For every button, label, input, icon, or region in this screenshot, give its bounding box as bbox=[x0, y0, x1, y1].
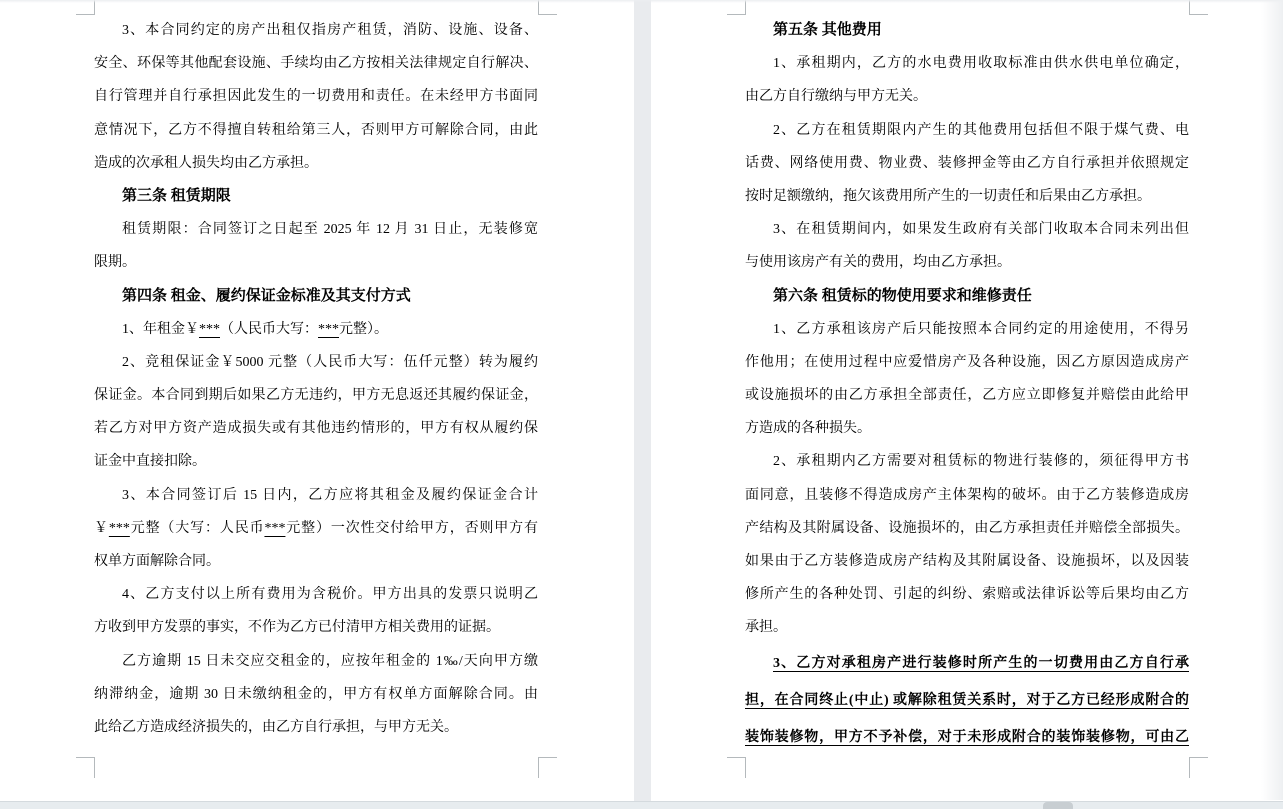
text-segment: 元整）一次性交付给甲方，否则甲方有 bbox=[285, 520, 539, 536]
text-segment: 方造成的各种损失。 bbox=[745, 421, 871, 437]
text-segment: 面同意，且装修不得造成房产主体架构的破坏。由于乙方装修造成房 bbox=[745, 487, 1189, 503]
text-segment: 1、乙方承租该房产后只能按照本合同约定的用途使用，不得另 bbox=[773, 321, 1189, 337]
page-2[interactable] bbox=[651, 0, 1283, 802]
text-line[interactable] bbox=[94, 445, 538, 478]
text-segment: ￥ bbox=[94, 520, 109, 536]
text-line[interactable] bbox=[745, 346, 1189, 379]
text-segment: 2、乙方在租赁期限内产生的其他费用包括但不限于煤气费、电 bbox=[773, 122, 1189, 138]
text-segment: 第六条 租赁标的物使用要求和维修责任 bbox=[773, 287, 1032, 304]
text-segment: 1、承租期内，乙方的水电费用收取标准由供水供电单位确定， bbox=[773, 56, 1189, 72]
text-segment: 方收到甲方发票的事实，不作为乙方已付清甲方相关费用的证据。 bbox=[94, 620, 500, 636]
text-segment: 2、承租期内乙方需要对租赁标的物进行装修的，须征得甲方书 bbox=[773, 454, 1189, 470]
page-2-text-area[interactable] bbox=[745, 14, 1189, 756]
text-line[interactable] bbox=[745, 313, 1189, 346]
text-segment: （人民币大写： bbox=[220, 321, 318, 337]
text-segment: 3、在租赁期间内，如果发生政府有关部门收取本合同未列出但 bbox=[773, 222, 1189, 238]
text-line[interactable] bbox=[94, 147, 538, 180]
text-segment: 4、乙方支付以上所有费用为含税价。甲方出具的发票只说明乙 bbox=[122, 587, 538, 603]
text-segment: 按时足额缴纳，拖欠该费用所产生的一切责任和后果由乙方承担。 bbox=[745, 188, 1151, 204]
text-line[interactable] bbox=[745, 80, 1189, 113]
text-segment: 第四条 租金、履约保证金标准及其支付方式 bbox=[122, 287, 411, 304]
heading-line[interactable] bbox=[94, 180, 538, 213]
text-line[interactable] bbox=[745, 246, 1189, 279]
underlined-placeholder: *** bbox=[199, 321, 220, 337]
text-segment: 自行管理并自行承担因此发生的一切费用和责任。在未经甲方书面同 bbox=[94, 89, 538, 105]
text-line[interactable] bbox=[94, 611, 538, 644]
text-segment: 意情况下，乙方不得擅自转租给第三人，否则甲方可解除合同，由此 bbox=[94, 122, 538, 138]
text-line[interactable] bbox=[745, 379, 1189, 412]
crop-mark-bottom-left bbox=[76, 757, 95, 778]
horizontal-scrollbar[interactable] bbox=[0, 801, 1283, 809]
crop-mark-bottom-right bbox=[538, 757, 557, 778]
text-line[interactable] bbox=[94, 379, 538, 412]
text-line[interactable] bbox=[94, 711, 538, 744]
text-segment: 第五条 其他费用 bbox=[773, 22, 882, 38]
text-segment: 承担。 bbox=[745, 620, 787, 636]
text-segment: 修所产生的各种处罚、引起的纠纷、索赔或法律诉讼等后果均由乙方 bbox=[745, 587, 1189, 603]
text-line[interactable] bbox=[745, 47, 1189, 80]
text-line[interactable] bbox=[745, 445, 1189, 478]
text-line[interactable] bbox=[745, 147, 1189, 180]
text-segment: 担，在合同终止(中止) 或解除租赁关系时，对于乙方已经形成附合的 bbox=[745, 692, 1189, 708]
heading-line[interactable] bbox=[745, 14, 1189, 47]
text-line[interactable] bbox=[94, 645, 538, 678]
text-segment: 2、竞租保证金￥5000 元整（人民币大写：伍仟元整）转为履约 bbox=[122, 354, 538, 370]
top-edge-shade bbox=[0, 0, 1283, 3]
text-line[interactable] bbox=[745, 114, 1189, 147]
text-line[interactable] bbox=[94, 512, 538, 545]
text-line[interactable] bbox=[94, 47, 538, 80]
text-line[interactable] bbox=[745, 213, 1189, 246]
text-segment: 3、乙方对承租房产进行装修时所产生的一切费用由乙方自行承 bbox=[773, 655, 1189, 671]
page-gap bbox=[634, 0, 651, 809]
text-segment: 装饰装修物，甲方不予补偿，对于未形成附合的装饰装修物，可由乙 bbox=[745, 730, 1189, 746]
text-segment: 如果由于乙方装修造成房产结构及其附属设备、设施损坏，以及因装 bbox=[745, 554, 1189, 569]
text-segment: 造成的次承租人损失均由乙方承担。 bbox=[94, 155, 318, 171]
text-segment: 此给乙方造成经济损失的，由乙方自行承担，与甲方无关。 bbox=[94, 719, 458, 735]
text-line[interactable] bbox=[94, 412, 538, 445]
heading-line[interactable] bbox=[745, 280, 1189, 313]
text-segment: 安全、环保等其他配套设施、手续均由乙方按相关法律规定自行解决、 bbox=[94, 56, 538, 72]
text-segment: 纳滞纳金，逾期 30 日未缴纳租金的，甲方有权单方面解除合同。由 bbox=[94, 686, 538, 702]
text-line[interactable] bbox=[94, 114, 538, 147]
underlined-placeholder: *** bbox=[108, 520, 130, 536]
text-segment: 元整）。 bbox=[339, 321, 388, 337]
text-segment: 租赁期限：合同签订之日起至 2025 年 12 月 31 日止，无装修宽 bbox=[122, 222, 538, 238]
page-1-text-area[interactable] bbox=[94, 14, 538, 744]
text-segment: 权单方面解除合同。 bbox=[94, 554, 220, 569]
text-line[interactable] bbox=[94, 80, 538, 113]
text-line[interactable] bbox=[745, 682, 1189, 719]
text-segment: 或设施损坏的由乙方承担全部责任，乙方应立即修复并赔偿由此给甲 bbox=[745, 388, 1189, 404]
text-segment: 产结构及其附属设备、设施损坏的，由乙方承担责任并赔偿全部损失。 bbox=[745, 520, 1189, 536]
crop-mark-bottom-right bbox=[1189, 757, 1208, 778]
text-line[interactable] bbox=[94, 14, 538, 47]
text-line[interactable] bbox=[745, 512, 1189, 545]
text-segment: 乙方逾期 15 日未交应交租金的，应按年租金的 1‰/天向甲方缴 bbox=[122, 653, 538, 669]
text-segment: 若乙方对甲方资产造成损失或有其他违约情形的，甲方有权从履约保 bbox=[94, 421, 538, 437]
text-line[interactable] bbox=[745, 719, 1189, 756]
text-segment: 保证金。本合同到期后如果乙方无违约，甲方无息返还其履约保证金， bbox=[94, 388, 538, 404]
text-line[interactable] bbox=[745, 611, 1189, 644]
text-segment: 3、本合同签订后 15 日内，乙方应将其租金及履约保证金合计 bbox=[122, 487, 538, 503]
text-segment: 证金中直接扣除。 bbox=[94, 454, 206, 470]
text-line[interactable] bbox=[94, 246, 538, 279]
text-line[interactable] bbox=[94, 545, 538, 578]
text-line[interactable] bbox=[94, 578, 538, 611]
text-line[interactable] bbox=[745, 645, 1189, 682]
text-segment: 由乙方自行缴纳与甲方无关。 bbox=[745, 89, 927, 105]
text-segment: 作他用；在使用过程中应爱惜房产及各种设施，因乙方原因造成房产 bbox=[745, 354, 1189, 370]
text-segment: 与使用该房产有关的费用，均由乙方承担。 bbox=[745, 255, 1011, 271]
text-segment: 元整（大写：人民币 bbox=[129, 520, 265, 536]
underlined-placeholder: *** bbox=[318, 321, 339, 337]
text-line[interactable] bbox=[94, 213, 538, 246]
text-line[interactable] bbox=[745, 545, 1189, 578]
text-segment: 限期。 bbox=[94, 255, 136, 271]
text-line[interactable] bbox=[94, 678, 538, 711]
page-edge-shade bbox=[1261, 0, 1283, 800]
text-line[interactable] bbox=[745, 412, 1189, 445]
heading-line[interactable] bbox=[94, 280, 538, 313]
text-line[interactable] bbox=[745, 180, 1189, 213]
page-1[interactable] bbox=[0, 0, 634, 802]
text-line[interactable] bbox=[745, 578, 1189, 611]
text-line[interactable] bbox=[94, 346, 538, 379]
underlined-placeholder: *** bbox=[264, 520, 286, 536]
text-line[interactable] bbox=[745, 479, 1189, 512]
text-segment: 话费、网络使用费、物业费、装修押金等由乙方自行承担并依照规定 bbox=[745, 155, 1189, 171]
text-line[interactable] bbox=[94, 479, 538, 512]
text-segment: 3、本合同约定的房产出租仅指房产租赁，消防、设施、设备、 bbox=[122, 23, 538, 38]
crop-mark-bottom-left bbox=[727, 757, 746, 778]
text-segment: 第三条 租赁期限 bbox=[122, 187, 231, 204]
text-line[interactable] bbox=[94, 313, 538, 346]
scrollbar-thumb[interactable] bbox=[1043, 802, 1073, 809]
text-segment: 1、年租金￥ bbox=[122, 321, 199, 337]
